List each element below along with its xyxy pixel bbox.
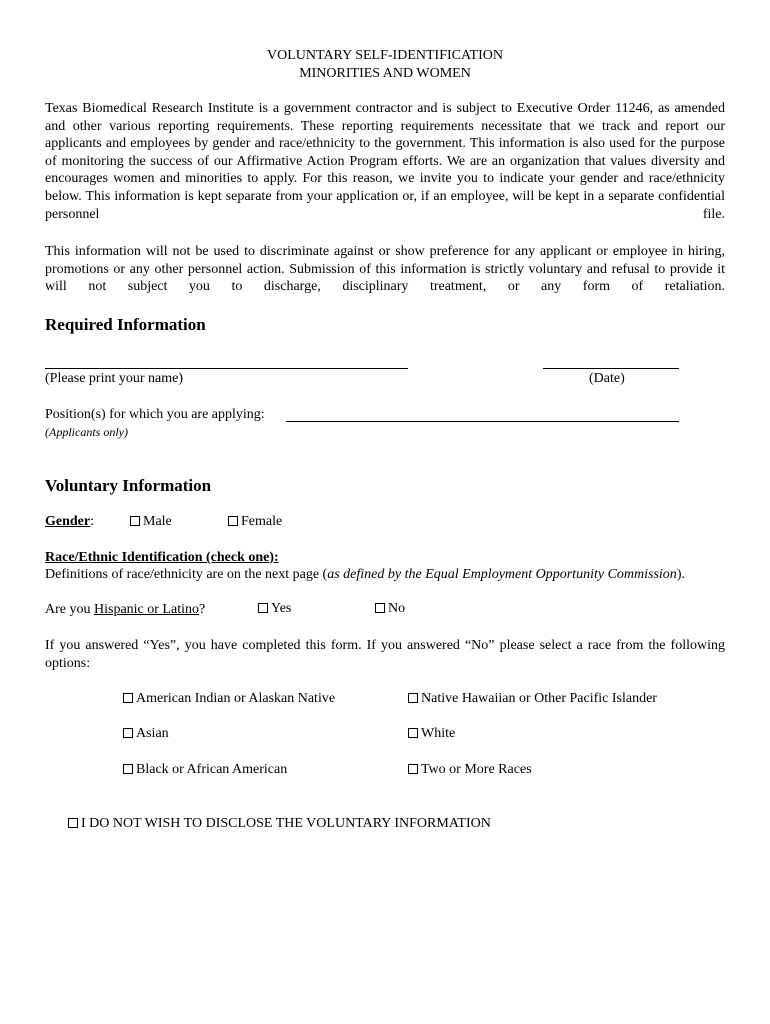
checkbox-icon[interactable] — [408, 693, 418, 703]
race-option-white[interactable]: White — [408, 726, 455, 742]
checkbox-icon[interactable] — [228, 516, 238, 526]
intro-paragraph-1: Texas Biomedical Research Institute is a government contractor and is subject to Executive Order 11246, as amended and other various reporting requirements. These reporting requirements necessitate that we track and report our applicants and employees by gender and race/ethnicity to the government. This information is also used for the purpose of monitoring the success of our Affirmative Action Program efforts. We are an organization that values diversity and encourages women and minorities to apply. For this reason, we invite you to indicate your gender and race/ethnicity below. This information is kept separate from your application or, if an employee, will be kept in a separate confidential personnel file. — [45, 101, 725, 222]
race-option-native-hawaiian[interactable]: Native Hawaiian or Other Pacific Islander — [408, 691, 657, 707]
checkbox-icon[interactable] — [130, 516, 140, 526]
applicants-only-note: (Applicants only) — [45, 425, 128, 439]
checkbox-icon[interactable] — [375, 603, 385, 613]
gender-option-male[interactable]: Male — [130, 514, 172, 530]
race-option-black[interactable]: Black or African American — [123, 762, 287, 778]
name-label: (Please print your name) — [45, 371, 184, 386]
hispanic-option-no[interactable]: No — [375, 601, 405, 617]
hispanic-question: Are you Hispanic or Latino? — [45, 602, 206, 617]
position-field-line[interactable] — [286, 421, 679, 422]
checkbox-icon[interactable] — [123, 764, 133, 774]
checkbox-icon[interactable] — [408, 764, 418, 774]
race-option-asian[interactable]: Asian — [123, 726, 169, 742]
voluntary-heading: Voluntary Information — [45, 476, 212, 495]
definitions-note: Definitions of race/ethnicity are on the next page (as defined by the Equal Employment Opportunity Commission). — [45, 567, 685, 582]
checkbox-icon[interactable] — [68, 818, 78, 828]
race-option-american-indian[interactable]: American Indian or Alaskan Native — [123, 691, 335, 707]
gender-option-female[interactable]: Female — [228, 514, 282, 530]
race-option-two-or-more[interactable]: Two or More Races — [408, 762, 532, 778]
race-instructions: If you answered “Yes”, you have completed this form. If you answered “No” please select a race from the following options: — [45, 638, 725, 671]
intro-paragraph-2: This information will not be used to discriminate against or show preference for any applicant or employee in hiring, promotions or any other personnel action. Submission of this information is strictly voluntary and refusal to provide it will not subject you to discharge, disciplinary treatment, or any form of retaliation. — [45, 244, 725, 295]
form-title-line2: MINORITIES AND WOMEN — [299, 66, 471, 81]
race-heading: Race/Ethnic Identification (check one): — [45, 550, 279, 565]
required-heading: Required Information — [45, 315, 206, 334]
checkbox-icon[interactable] — [123, 728, 133, 738]
name-field-line[interactable] — [45, 368, 408, 369]
position-label: Position(s) for which you are applying: — [45, 407, 265, 422]
hispanic-option-yes[interactable]: Yes — [258, 601, 291, 617]
form-title-line1: VOLUNTARY SELF-IDENTIFICATION — [267, 48, 503, 63]
decline-option[interactable]: I DO NOT WISH TO DISCLOSE THE VOLUNTARY INFORMATION — [68, 816, 491, 832]
checkbox-icon[interactable] — [258, 603, 268, 613]
date-label: (Date) — [589, 371, 625, 386]
date-field-line[interactable] — [543, 368, 679, 369]
gender-label: Gender: — [45, 514, 94, 529]
checkbox-icon[interactable] — [408, 728, 418, 738]
checkbox-icon[interactable] — [123, 693, 133, 703]
